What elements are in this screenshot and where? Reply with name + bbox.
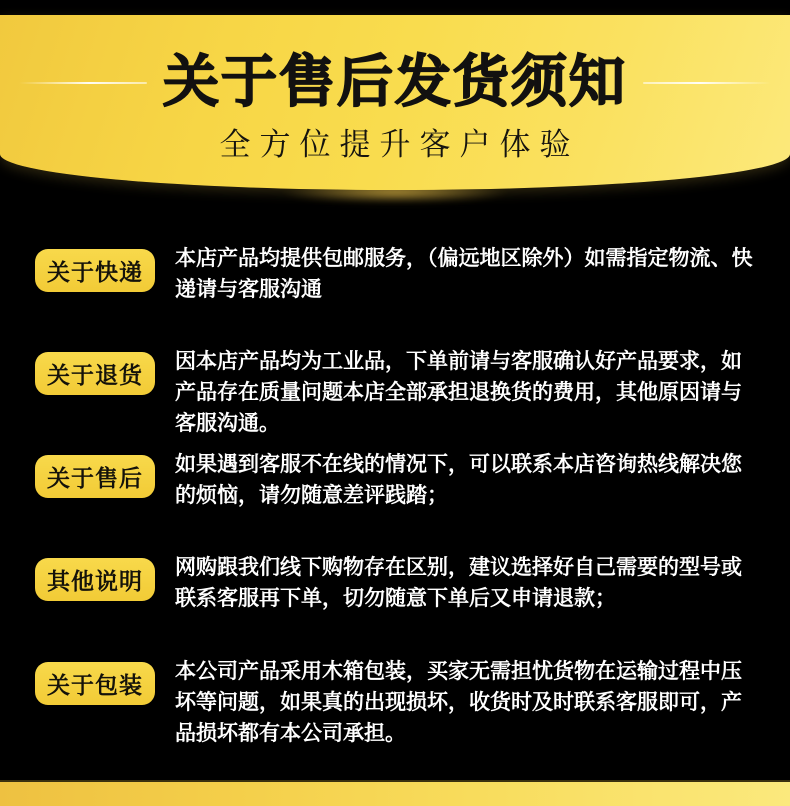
section-other-notes-badge — [35, 558, 155, 601]
section-aftersales-text: 如果遇到客服不在线的情况下，可以联系本店咨询热线解决您的烦恼，请勿随意差评践踏； — [175, 452, 742, 507]
title-decor-line-left — [19, 82, 147, 84]
gold-header-banner — [0, 15, 790, 190]
section-returns-badge — [35, 352, 155, 395]
section-express-label: 关于快递 — [47, 260, 143, 286]
section-express-badge — [35, 249, 155, 292]
section-aftersales-label: 关于售后 — [47, 466, 143, 492]
section-returns-label: 关于退货 — [47, 363, 143, 389]
section-express-text: 本店产品均提供包邮服务，（偏远地区除外）如需指定物流、快递请与客服沟通 — [175, 246, 753, 301]
title-decor-line-right — [643, 82, 771, 84]
section-aftersales — [35, 449, 760, 511]
footer-gold-strip — [0, 780, 790, 806]
section-packaging — [35, 656, 760, 749]
section-express — [35, 243, 760, 305]
section-returns — [35, 346, 760, 439]
section-packaging-badge — [35, 662, 155, 705]
section-aftersales-badge — [35, 455, 155, 498]
section-packaging-text: 本公司产品采用木箱包装，买家无需担忧货物在运输过程中压坏等问题，如果真的出现损坏，收货时及时联系客服即可，产品损坏都有本公司承担。 — [175, 659, 742, 745]
title-row — [0, 15, 790, 115]
page-subtitle: 全方位提升客户体验 — [219, 127, 580, 163]
section-other-notes-label: 其他说明 — [47, 569, 143, 595]
section-returns-text: 因本店产品均为工业品，下单前请与客服确认好产品要求，如产品存在质量问题本店全部承担退换货的费用，其他原因请与客服沟通。 — [175, 349, 742, 435]
section-other-notes — [35, 552, 760, 614]
section-packaging-label: 关于包装 — [47, 673, 143, 699]
section-other-notes-text: 网购跟我们线下购物存在区别，建议选择好自己需要的型号或联系客服再下单，切勿随意下单后又申请退款； — [175, 555, 742, 610]
page-title: 关于售后发货须知 — [163, 50, 627, 115]
